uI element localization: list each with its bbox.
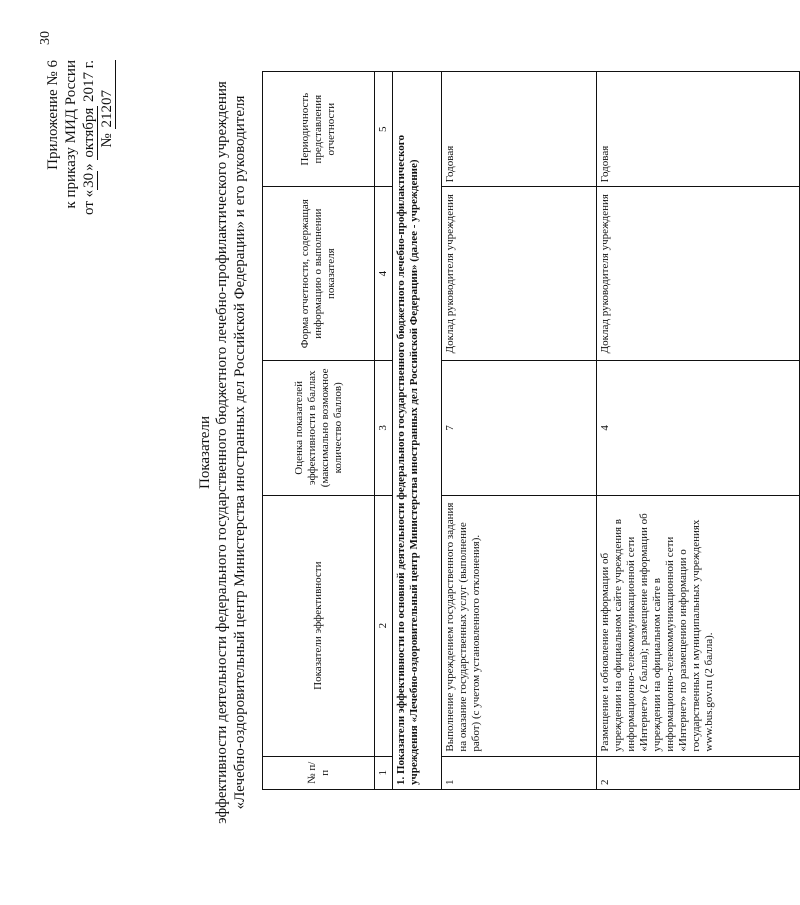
date-month: октября [81, 107, 97, 158]
appendix-order-line: к приказу МИД России [63, 60, 79, 209]
header-number: № п/п [263, 756, 375, 789]
row-indicator: Размещение и обновление информации об учреждении на официальном сайте учреждения в информационно-телекоммуникационной сети «Интернет» (2 балла); размещение информации об учреждении на официальном сайте в информационно-телекоммуникационной сети «Интернет» по размещению информации о государственных и муниципальных учреждениях www.bus.gov.ru (2 балла). [597, 495, 800, 756]
table-header-row [263, 72, 375, 790]
header-indicator: Показатели эффективности [263, 495, 375, 756]
order-number: 21207 [99, 60, 116, 130]
header-report-form: Форма отчетности, содержащая информацию о выполнении показателя [263, 187, 375, 361]
column-number: 2 [375, 495, 393, 756]
row-score: 7 [442, 360, 597, 495]
date-mid: » [81, 163, 97, 171]
table-row [442, 72, 597, 790]
date-prefix: от « [81, 189, 97, 215]
page-number: 30 [38, 31, 53, 45]
document-subtitle-line2: «Лечебно-оздоровительный центр Министерства иностранных дел Российской Федерации» и его руководителя [232, 95, 248, 810]
row-report-form: Доклад руководителя учреждения [597, 187, 800, 361]
row-number: 2 [597, 756, 800, 789]
table-row [597, 72, 800, 790]
appendix-date [80, 60, 98, 215]
number-prefix: № [99, 133, 115, 148]
row-periodicity: Годовая [597, 72, 800, 187]
row-score: 4 [597, 360, 800, 495]
column-number: 3 [375, 360, 393, 495]
section-row [393, 72, 442, 790]
date-day: 30 [81, 172, 97, 188]
document-title: Показатели [197, 416, 213, 489]
column-numbers-row [375, 72, 393, 790]
column-number: 4 [375, 187, 393, 361]
header-periodicity: Периодичность представления отчетности [263, 72, 375, 187]
appendix-number [98, 60, 116, 148]
row-report-form: Доклад руководителя учреждения [442, 187, 597, 361]
appendix-title: Приложение № 6 [45, 60, 61, 170]
row-periodicity: Годовая [442, 72, 597, 187]
header-score: Оценка показателей эффективности в баллах (максимально возможное количество баллов) [263, 360, 375, 495]
date-year: 2017 г. [81, 60, 97, 102]
column-number: 1 [375, 756, 393, 789]
row-number: 1 [442, 756, 597, 789]
column-number: 5 [375, 72, 393, 187]
indicators-table [262, 71, 800, 790]
row-indicator: Выполнение учреждением государственного задания на оказание государственных услуг (выполнение работ) (с учетом установленного отклонения). [442, 495, 597, 756]
section-title: 1. Показатели эффективности по основной деятельности федерального государственного бюджетного лечебно-профилактического учреждения «Лечебно-оздоровительный центр Министерства иностранных дел Российской Федерации» (далее - учреждение) [393, 72, 442, 790]
document-subtitle-line1: эффективности деятельности федерального государственного бюджетного лечебно-профилактического учреждения [214, 81, 230, 824]
